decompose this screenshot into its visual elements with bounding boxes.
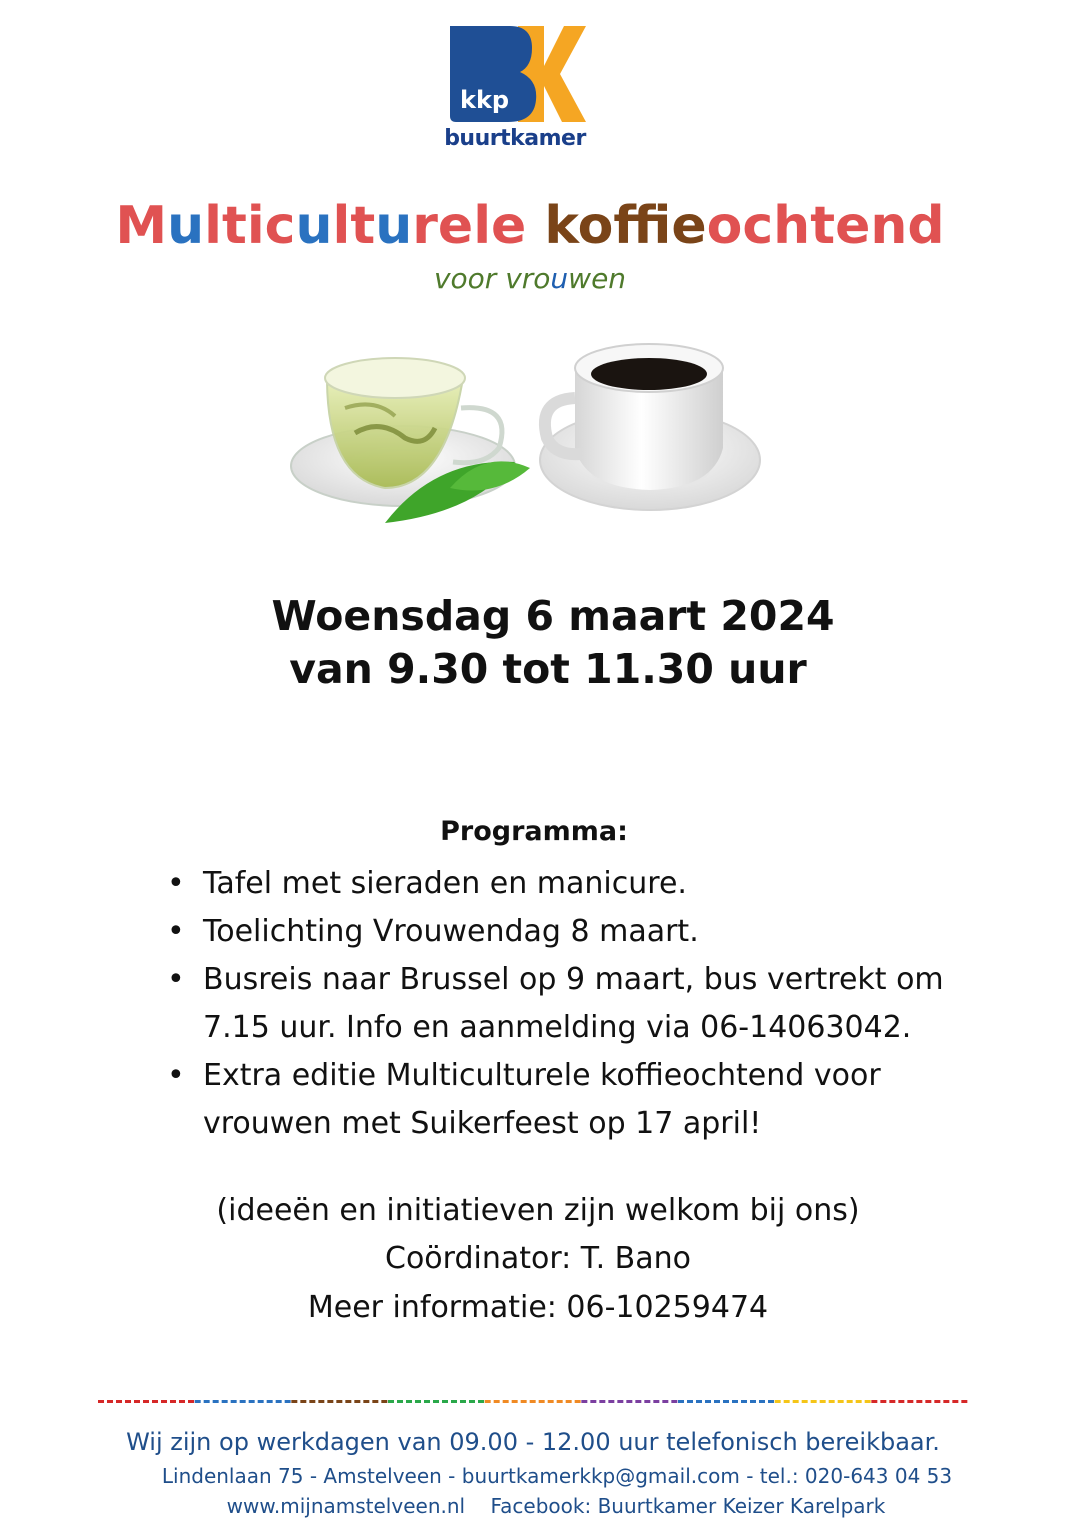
title-letter: t <box>221 196 247 256</box>
divider-dash <box>415 1400 421 1403</box>
divider-dash <box>213 1400 219 1403</box>
divider-dash <box>566 1400 572 1403</box>
divider-dash <box>397 1400 403 1403</box>
divider-dash <box>768 1400 774 1403</box>
divider-dash <box>152 1400 158 1403</box>
divider-dash <box>195 1400 201 1403</box>
title-letter: u <box>167 196 205 256</box>
tea-cup-icon <box>291 358 530 523</box>
title-letter: l <box>204 196 222 256</box>
title-letter: l <box>332 196 351 256</box>
divider-dash <box>469 1400 475 1403</box>
title-letter: e <box>671 196 707 256</box>
divider-dash <box>336 1400 342 1403</box>
program-heading: Programma: <box>440 816 628 847</box>
title-letter: e <box>437 196 474 256</box>
title-letter: i <box>246 196 265 256</box>
list-item: • Busreis naar Brussel op 9 maart, bus vertrekt om 7.15 uur. Info en aanmelding via 06-14063042. <box>165 956 985 1052</box>
divider-dash <box>478 1400 484 1403</box>
title-letter: f <box>613 196 672 256</box>
title-letter <box>526 196 544 256</box>
subtitle-part-c: wen <box>568 262 627 295</box>
title-letter: c <box>264 196 296 256</box>
event-time: van 9.30 tot 11.30 uur <box>289 645 807 693</box>
divider-dash <box>590 1400 596 1403</box>
divider-dash <box>249 1400 255 1403</box>
divider-dash <box>644 1400 650 1403</box>
divider-dash <box>494 1400 500 1403</box>
subtitle-part-b: u <box>550 262 569 295</box>
divider-dash <box>451 1400 457 1403</box>
divider-dash <box>723 1400 729 1403</box>
divider-dash <box>575 1400 581 1403</box>
divider-dash <box>907 1400 913 1403</box>
divider-dash <box>143 1400 149 1403</box>
divider-dash <box>557 1400 563 1403</box>
divider-dash <box>222 1400 228 1403</box>
divider-dash <box>916 1400 922 1403</box>
subtitle-part-a: voor vro <box>433 262 551 295</box>
divider-dash <box>539 1400 545 1403</box>
divider-dash <box>433 1400 439 1403</box>
divider-dash <box>512 1400 518 1403</box>
title-letter: t <box>810 196 836 256</box>
divider-dash <box>943 1400 949 1403</box>
divider-dash <box>687 1400 693 1403</box>
divider-dash <box>116 1400 122 1403</box>
divider-dash <box>285 1400 291 1403</box>
divider-dash <box>240 1400 246 1403</box>
divider-dash <box>820 1400 826 1403</box>
title-letter: M <box>115 196 168 256</box>
divider-dash <box>134 1400 140 1403</box>
more-info-line: Meer informatie: 06-10259474 <box>307 1290 769 1325</box>
logo-wordmark: buurtkamer <box>444 126 586 151</box>
divider-dash <box>372 1400 378 1403</box>
divider-dash <box>811 1400 817 1403</box>
divider-dash <box>898 1400 904 1403</box>
divider-dash <box>784 1400 790 1403</box>
ideas-note: (ideeën en initiatieven zijn welkom bij ons) <box>216 1193 860 1228</box>
divider-dash <box>847 1400 853 1403</box>
divider-dash <box>829 1400 835 1403</box>
divider-dash <box>741 1400 747 1403</box>
divider-dash <box>258 1400 264 1403</box>
divider-dash <box>98 1400 104 1403</box>
list-item: • Tafel met sieraden en manicure. <box>165 860 985 908</box>
divider-dash <box>309 1400 315 1403</box>
footer-hours: Wij zijn op werkdagen van 09.00 - 12.00 uur telefonisch bereikbaar. <box>126 1428 940 1456</box>
divider-dash <box>678 1400 684 1403</box>
divider-dash <box>267 1400 273 1403</box>
divider-dash <box>714 1400 720 1403</box>
divider-dash <box>300 1400 306 1403</box>
divider-dash <box>424 1400 430 1403</box>
footer-web: www.mijnamstelveen.nl Facebook: Buurtkamer Keizer Karelpark <box>226 1494 886 1518</box>
title-letter: r <box>412 196 438 256</box>
title-letter: u <box>375 196 413 256</box>
divider-dash <box>161 1400 167 1403</box>
divider-dash <box>653 1400 659 1403</box>
title-letter: u <box>295 196 333 256</box>
page-subtitle <box>0 262 1060 295</box>
title-letter: l <box>473 196 492 256</box>
divider-dash <box>880 1400 886 1403</box>
list-item: • Toelichting Vrouwendag 8 maart. <box>165 908 985 956</box>
divider-dash <box>608 1400 614 1403</box>
divider-dash <box>775 1400 781 1403</box>
divider-dash <box>460 1400 466 1403</box>
title-letter: t <box>350 196 376 256</box>
divider-dash <box>802 1400 808 1403</box>
divider-dash <box>354 1400 360 1403</box>
divider-dash <box>865 1400 871 1403</box>
divider-dash <box>363 1400 369 1403</box>
divider-dash <box>388 1400 394 1403</box>
footer-address: Lindenlaan 75 - Amstelveen - buurtkamerkkp@gmail.com - tel.: 020-643 04 53 <box>161 1464 953 1488</box>
divider-dash <box>291 1400 297 1403</box>
divider-dash <box>871 1400 877 1403</box>
divider-dash <box>626 1400 632 1403</box>
divider-dash <box>107 1400 113 1403</box>
divider-dash <box>705 1400 711 1403</box>
divider-dash <box>952 1400 958 1403</box>
divider-dash <box>662 1400 668 1403</box>
program-list <box>165 860 985 1148</box>
divider-dash <box>381 1400 387 1403</box>
title-letter: o <box>577 196 614 256</box>
title-letter: e <box>835 196 871 256</box>
logo-abbr: kkp <box>460 86 510 114</box>
divider-dash <box>838 1400 844 1403</box>
divider-dash <box>345 1400 351 1403</box>
divider-dash <box>327 1400 333 1403</box>
divider-dash <box>276 1400 282 1403</box>
divider-dash <box>750 1400 756 1403</box>
divider-dash <box>581 1400 587 1403</box>
divider-dash <box>793 1400 799 1403</box>
divider-dash <box>188 1400 194 1403</box>
title-letter: d <box>907 196 945 256</box>
divider-dash <box>635 1400 641 1403</box>
divider-dash <box>856 1400 862 1403</box>
divider-dash <box>934 1400 940 1403</box>
divider-dash <box>696 1400 702 1403</box>
divider-dash <box>318 1400 324 1403</box>
divider-dash <box>548 1400 554 1403</box>
divider-dash <box>671 1400 677 1403</box>
divider-dash <box>732 1400 738 1403</box>
divider-dash <box>521 1400 527 1403</box>
title-letter: o <box>706 196 743 256</box>
divider-dash <box>889 1400 895 1403</box>
coffee-cup-icon <box>540 344 760 510</box>
divider-dash <box>599 1400 605 1403</box>
title-letter: k <box>544 196 578 256</box>
coordinator-line: Coördinator: T. Bano <box>385 1241 691 1276</box>
divider-dash <box>925 1400 931 1403</box>
divider-dash <box>406 1400 412 1403</box>
divider-dash <box>503 1400 509 1403</box>
title-letter: n <box>870 196 908 256</box>
divider-dash <box>485 1400 491 1403</box>
divider-dash <box>179 1400 185 1403</box>
tea-and-coffee-cups-image <box>285 338 765 548</box>
divider-dash <box>617 1400 623 1403</box>
event-date: Woensdag 6 maart 2024 <box>271 592 835 640</box>
divider-dash <box>231 1400 237 1403</box>
divider-dash <box>204 1400 210 1403</box>
divider-dash <box>961 1400 967 1403</box>
page-title <box>0 196 1060 256</box>
title-letter: e <box>491 196 527 256</box>
divider-dash <box>125 1400 131 1403</box>
title-letter: h <box>773 196 811 256</box>
title-letter: c <box>742 196 774 256</box>
rainbow-dashed-divider <box>98 1399 968 1405</box>
divider-dash <box>442 1400 448 1403</box>
list-item: • Extra editie Multiculturele koffieochtend voor vrouwen met Suikerfeest op 17 april! <box>165 1052 985 1148</box>
divider-dash <box>530 1400 536 1403</box>
divider-dash <box>170 1400 176 1403</box>
divider-dash <box>759 1400 765 1403</box>
